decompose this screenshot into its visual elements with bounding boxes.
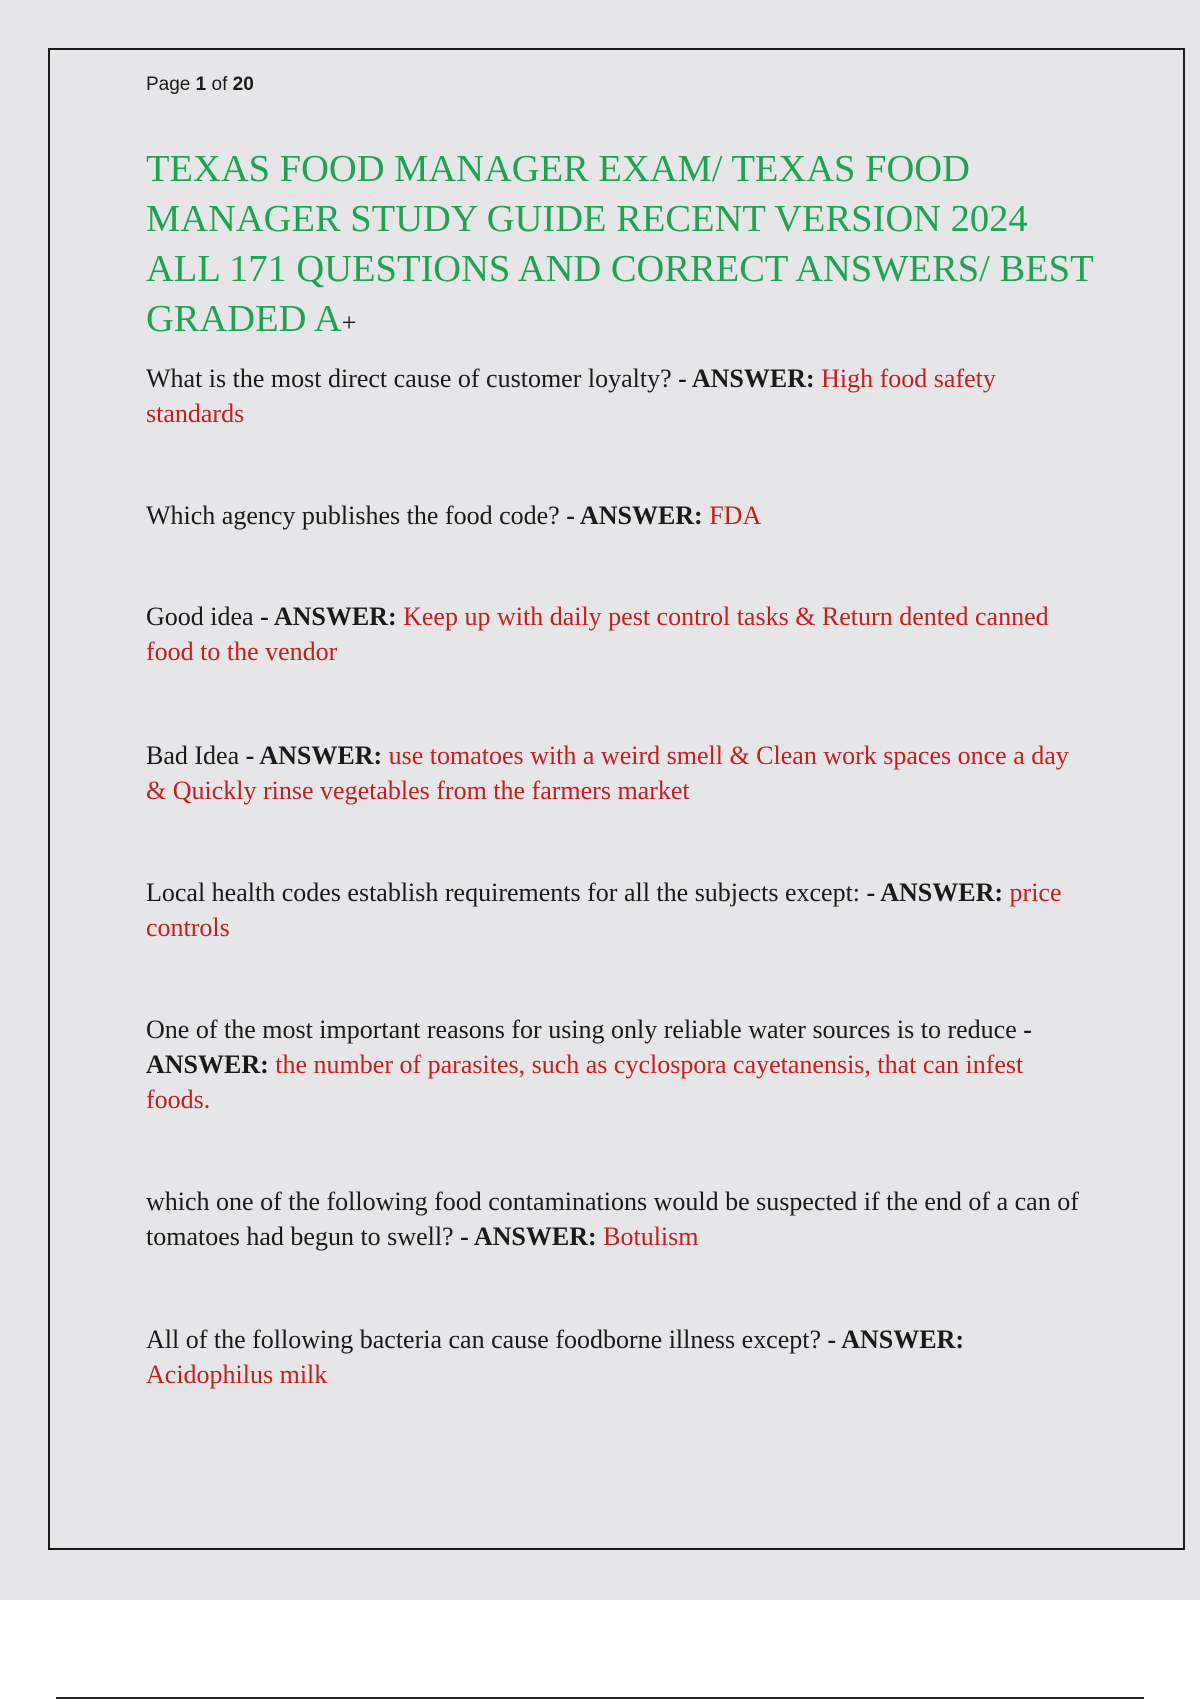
page-number-label: Page	[146, 74, 191, 95]
answer-lead: - ANSWER:	[566, 501, 703, 530]
answer: Botulism	[603, 1222, 699, 1251]
answer: Acidophilus milk	[146, 1360, 328, 1389]
answer-lead: - ANSWER:	[245, 741, 383, 770]
qa-item-4	[146, 738, 1091, 808]
document-title	[146, 144, 1106, 348]
page-number	[146, 74, 254, 96]
question: Local health codes establish requirements for all the subjects except:	[146, 878, 861, 907]
answer-lead: - ANSWER:	[260, 602, 397, 631]
qa-item-8	[146, 1322, 1091, 1392]
next-page-divider	[56, 1697, 1144, 1699]
answer-lead: - ANSWER:	[460, 1222, 597, 1251]
question: Good idea	[146, 602, 254, 631]
qa-item-3	[146, 599, 1091, 669]
qa-item-1	[146, 361, 1091, 431]
qa-item-7	[146, 1184, 1091, 1254]
answer-lead: - ANSWER:	[866, 878, 1004, 907]
document-title-suffix: +	[341, 308, 357, 337]
answer: FDA	[709, 501, 762, 530]
answer: price controls	[146, 878, 1062, 942]
answer: High food safety standards	[146, 364, 996, 428]
page-number-of: of	[211, 74, 228, 95]
qa-item-6	[146, 1012, 1091, 1117]
page-number-current: 1	[195, 74, 207, 95]
answer: Keep up with daily pest control tasks & Return dented canned food to the vendor	[146, 602, 1049, 666]
qa-item-5	[146, 875, 1091, 945]
answer-lead: - ANSWER:	[678, 364, 815, 393]
question: One of the most important reasons for using only reliable water sources is to reduce	[146, 1015, 1017, 1044]
question: All of the following bacteria can cause foodborne illness except?	[146, 1325, 822, 1354]
question: which one of the following food contaminations would be suspected if the end of a can of tomatoes had begun to swell?	[146, 1187, 1079, 1251]
answer: use tomatoes with a weird smell & Clean work spaces once a day & Quickly rinse vegetables from the farmers market	[146, 741, 1069, 805]
qa-item-2	[146, 498, 1091, 533]
answer: the number of parasites, such as cyclospora cayetanensis, that can infest foods.	[146, 1050, 1024, 1114]
question: Which agency publishes the food code?	[146, 501, 560, 530]
answer-lead: - ANSWER:	[827, 1325, 965, 1354]
question: Bad Idea	[146, 741, 240, 770]
page-number-total: 20	[232, 74, 254, 95]
document-title-text: TEXAS FOOD MANAGER EXAM/ TEXAS FOOD MANAGER STUDY GUIDE RECENT VERSION 2024 ALL 171 QUESTIONS AND CORRECT ANSWERS/ BEST GRADED A	[146, 148, 1093, 340]
answer-lead: - ANSWER:	[146, 1015, 1032, 1079]
question: What is the most direct cause of customer loyalty?	[146, 364, 672, 393]
